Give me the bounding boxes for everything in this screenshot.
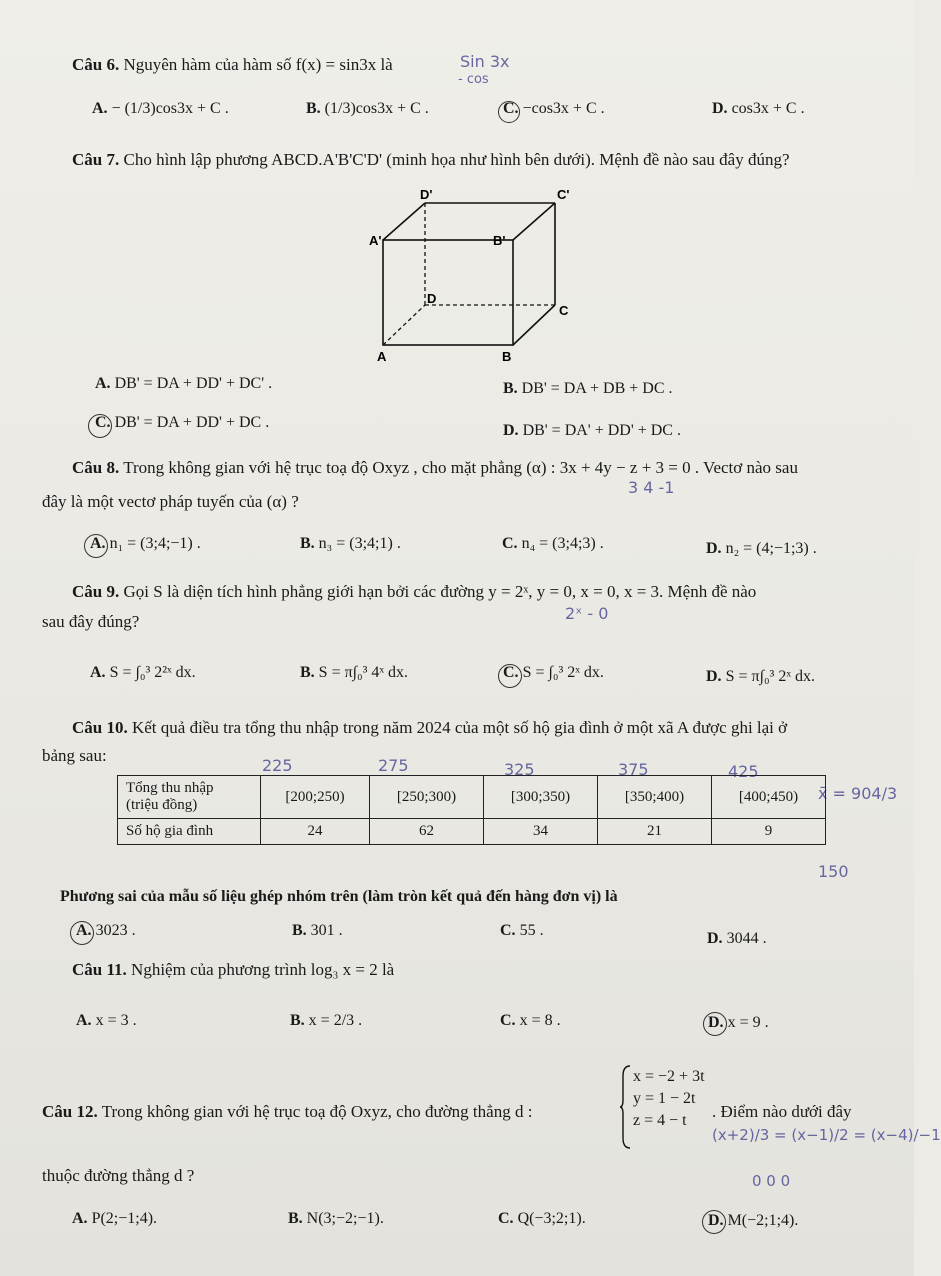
q7-option-b[interactable]: B. DB' = DA + DB + DC . bbox=[503, 380, 673, 397]
table-header-cell: Tổng thu nhập (triệu đồng) bbox=[118, 776, 261, 819]
table-cell: [400;450) bbox=[712, 776, 826, 819]
q10-stem bbox=[72, 718, 787, 738]
handwriting-note: Sin 3x bbox=[460, 52, 510, 71]
cube-label-b: B bbox=[502, 349, 512, 364]
handwriting-note: 2ˣ - 0 bbox=[565, 604, 609, 623]
handwriting-note: 275 bbox=[378, 756, 409, 775]
q6-text: Nguyên hàm của hàm số f(x) = sin3x là bbox=[123, 55, 393, 74]
q10-option-a[interactable]: A. 3023 . bbox=[76, 922, 136, 939]
q9-option-a[interactable]: A. S = ∫₀³ 2²ˣ dx. bbox=[90, 664, 196, 681]
q12-option-a[interactable]: A. P(2;−1;4). bbox=[72, 1210, 158, 1227]
cube-label-ap: A' bbox=[369, 233, 382, 248]
q7-option-a[interactable]: A. DB' = DA + DD' + DC' . bbox=[95, 375, 273, 392]
q12-option-d[interactable]: D. M(−2;1;4). bbox=[708, 1212, 799, 1229]
q12-text-line2: thuộc đường thẳng d ? bbox=[42, 1166, 195, 1185]
table-cell: 21 bbox=[598, 819, 712, 845]
handwriting-note: 0 0 0 bbox=[752, 1172, 791, 1190]
q8-stem bbox=[72, 458, 798, 478]
q7-option-d[interactable]: D. DB' = DA' + DD' + DC . bbox=[503, 422, 681, 439]
table-header-cell: Số hộ gia đình bbox=[118, 819, 261, 845]
q12-option-b[interactable]: B. N(3;−2;−1). bbox=[288, 1210, 384, 1227]
cube-label-a: A bbox=[377, 349, 387, 364]
q12-title: Câu 12. bbox=[42, 1102, 98, 1121]
q7-option-c[interactable]: C. DB' = DA + DD' + DC . bbox=[95, 414, 270, 431]
handwriting-note: 425 bbox=[728, 762, 759, 781]
q10-option-c[interactable]: C. 55 . bbox=[500, 922, 544, 939]
cube-label-d: D bbox=[427, 291, 437, 306]
q6-option-c[interactable]: C. −cos3x + C . bbox=[503, 100, 605, 117]
table-cell: [350;400) bbox=[598, 776, 712, 819]
q7-title: Câu 7. bbox=[72, 150, 120, 169]
q6-option-d[interactable]: D. cos3x + C . bbox=[712, 100, 805, 117]
q11-option-c[interactable]: C. x = 8 . bbox=[500, 1012, 561, 1029]
table-cell: 9 bbox=[712, 819, 826, 845]
cube-figure bbox=[365, 185, 585, 365]
q8-text: Trong không gian với hệ trục toạ độ Oxyz , cho mặt phẳng (α) : 3x + 4y − z + 3 = 0 . Vectơ nào sau bbox=[123, 458, 798, 477]
q11-option-d[interactable]: D. x = 9 . bbox=[708, 1014, 769, 1031]
q10-title: Câu 10. bbox=[72, 718, 128, 737]
q12-system: x = −2 + 3t y = 1 − 2t z = 4 − t bbox=[633, 1068, 705, 1129]
handwriting-note: 150 bbox=[818, 862, 849, 881]
table-cell: 24 bbox=[261, 819, 370, 845]
q9-option-c[interactable]: C. S = ∫₀³ 2ˣ dx. bbox=[503, 664, 604, 681]
table-row bbox=[118, 776, 826, 819]
q8-option-b[interactable]: B. n₃ = (3;4;1) . bbox=[300, 535, 401, 552]
q8-option-a[interactable]: A. n₁ = (3;4;−1) . bbox=[90, 535, 201, 552]
q8-option-c[interactable]: C. n₄ = (3;4;3) . bbox=[502, 535, 604, 552]
table-cell: [250;300) bbox=[370, 776, 484, 819]
q6-option-a[interactable]: A. − (1/3)cos3x + C . bbox=[92, 100, 229, 117]
q10-text: Kết quả điều tra tổng thu nhập trong năm 2024 của một số hộ gia đình ở một xã A được ghi lại ở bbox=[131, 718, 788, 737]
table-cell: 62 bbox=[370, 819, 484, 845]
cube-label-c: C bbox=[559, 303, 569, 318]
q6-stem bbox=[72, 55, 393, 75]
handwriting-note: (x+2)/3 = (x−1)/2 = (x−4)/−1 bbox=[712, 1126, 941, 1144]
q10-option-d[interactable]: D. 3044 . bbox=[707, 930, 767, 947]
q7-text: Cho hình lập phương ABCD.A'B'C'D' (minh họa như hình bên dưới). Mệnh đề nào sau đây đúng? bbox=[123, 150, 790, 169]
q7-stem bbox=[72, 150, 790, 170]
q11-option-b[interactable]: B. x = 2/3 . bbox=[290, 1012, 363, 1029]
q8-text-line2: đây là một vectơ pháp tuyến của (α) ? bbox=[42, 492, 299, 511]
handwriting-note: 225 bbox=[262, 756, 293, 775]
q9-title: Câu 9. bbox=[72, 582, 120, 601]
table-cell: [300;350) bbox=[484, 776, 598, 819]
q6-option-b[interactable]: B. (1/3)cos3x + C . bbox=[306, 100, 429, 117]
q8-title: Câu 8. bbox=[72, 458, 120, 477]
handwriting-note: - cos bbox=[458, 72, 489, 87]
q9-text-line2: sau đây đúng? bbox=[42, 612, 140, 631]
cube-label-dp: D' bbox=[420, 187, 433, 202]
q12-text: Trong không gian với hệ trục toạ độ Oxyz, cho đường thẳng d : bbox=[101, 1102, 533, 1121]
q11-option-a[interactable]: A. x = 3 . bbox=[76, 1012, 137, 1029]
q12-option-c[interactable]: C. Q(−3;2;1). bbox=[498, 1210, 586, 1227]
cube-label-bp: B' bbox=[493, 233, 506, 248]
q9-stem bbox=[72, 582, 756, 602]
q9-option-b[interactable]: B. S = π∫₀³ 4ˣ dx. bbox=[300, 664, 409, 681]
q10-option-b[interactable]: B. 301 . bbox=[292, 922, 343, 939]
q12-stem bbox=[42, 1102, 532, 1122]
q10-text-line3: Phương sai của mẫu số liệu ghép nhóm trên (làm tròn kết quả đến hàng đơn vị) là bbox=[60, 888, 618, 905]
handwriting-note: 325 bbox=[504, 760, 535, 779]
table-row bbox=[118, 819, 826, 845]
system-brace bbox=[620, 1064, 632, 1150]
income-table bbox=[117, 775, 826, 845]
q11-title: Câu 11. bbox=[72, 960, 127, 979]
q8-option-d[interactable]: D. n₂ = (4;−1;3) . bbox=[706, 540, 817, 557]
handwriting-note: 3 4 -1 bbox=[628, 478, 675, 497]
cube-label-cp: C' bbox=[557, 187, 570, 202]
q10-text-line2: bảng sau: bbox=[42, 746, 107, 765]
q11-stem bbox=[72, 960, 394, 980]
q6-title: Câu 6. bbox=[72, 55, 120, 74]
handwriting-note: 375 bbox=[618, 760, 649, 779]
q12-text-after: . Điểm nào dưới đây bbox=[712, 1102, 852, 1121]
q9-option-d[interactable]: D. S = π∫₀³ 2ˣ dx. bbox=[706, 668, 815, 685]
q9-text: Gọi S là diện tích hình phẳng giới hạn bởi các đường y = 2ˣ, y = 0, x = 0, x = 3. Mệnh đề nào bbox=[123, 582, 757, 601]
table-cell: 34 bbox=[484, 819, 598, 845]
q11-text: Nghiệm của phương trình log₃ x = 2 là bbox=[131, 960, 395, 979]
handwriting-note: x̄ = 904/3 bbox=[818, 784, 898, 803]
table-cell: [200;250) bbox=[261, 776, 370, 819]
